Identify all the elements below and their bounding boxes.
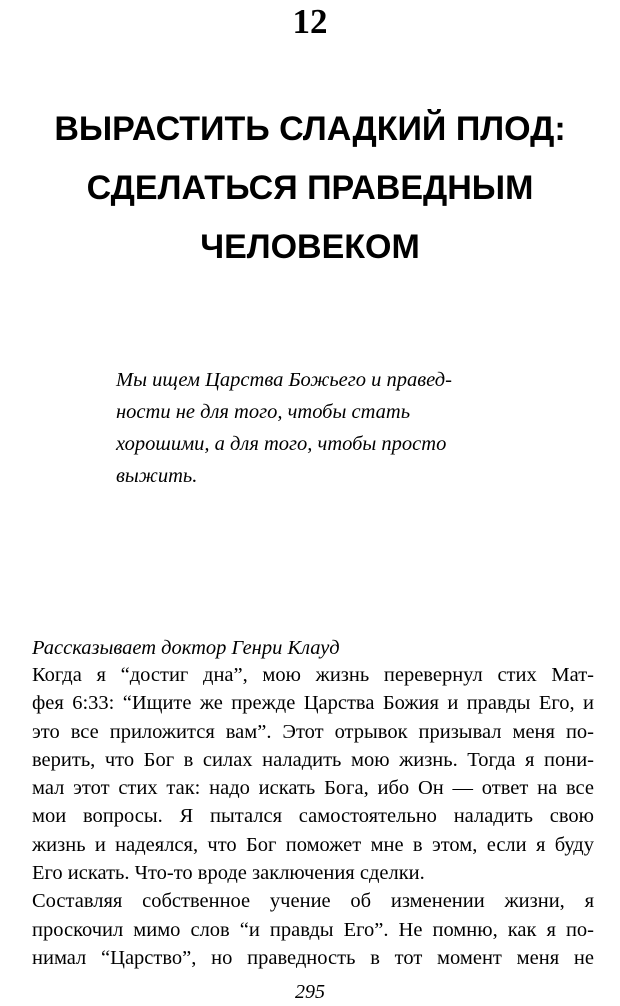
body-line: Составляя собственное учение об изменении жизни, я [32, 890, 594, 913]
body-line: проскочил мимо слов “и правды Его”. Не помню, как я по- [32, 918, 594, 941]
body-line: нимал “Царство”, но праведность в тот момент меня не [32, 946, 594, 969]
epigraph-line: Мы ищем Царства Божьего и правед- [116, 369, 452, 391]
body-line: Его искать. Что-то вроде заключения сделки. [32, 862, 425, 885]
body-line: мал этот стих так: надо искать Бога, ибо Он — ответ на все [32, 777, 594, 800]
chapter-title [0, 100, 620, 277]
epigraph-line: хорошими, а для того, чтобы просто [116, 433, 447, 455]
body-line: фея 6:33: “Ищите же прежде Царства Божия и правды Его, и [32, 692, 594, 715]
chapter-title-line: ЧЕЛОВЕКОМ [200, 228, 420, 266]
body-line: это все приложится вам”. Этот отрывок призывал меня по- [32, 720, 594, 743]
epigraph-line: выжить. [116, 465, 198, 487]
body-line: мои вопросы. Я пытался самостоятельно наладить свою [32, 805, 594, 828]
epigraph-line: ности не для того, чтобы стать [116, 401, 411, 423]
body-text [32, 661, 594, 972]
body-line: Когда я “достиг дна”, мою жизнь перевернул стих Мат- [32, 664, 594, 686]
body-line: жизнь и надеялся, что Бог поможет мне в этом, если я буду [32, 833, 594, 856]
chapter-number: 12 [292, 2, 328, 41]
chapter-title-line: ВЫРАСТИТЬ СЛАДКИЙ ПЛОД: [54, 110, 566, 148]
epigraph [116, 364, 536, 492]
byline: Рассказывает доктор Генри Клауд [32, 637, 340, 659]
chapter-title-line: СДЕЛАТЬСЯ ПРАВЕДНЫМ [86, 169, 534, 207]
body-line: верить, что Бог в силах наладить мою жизнь. Тогда я пони- [32, 748, 594, 771]
page-number: 295 [295, 981, 325, 1003]
